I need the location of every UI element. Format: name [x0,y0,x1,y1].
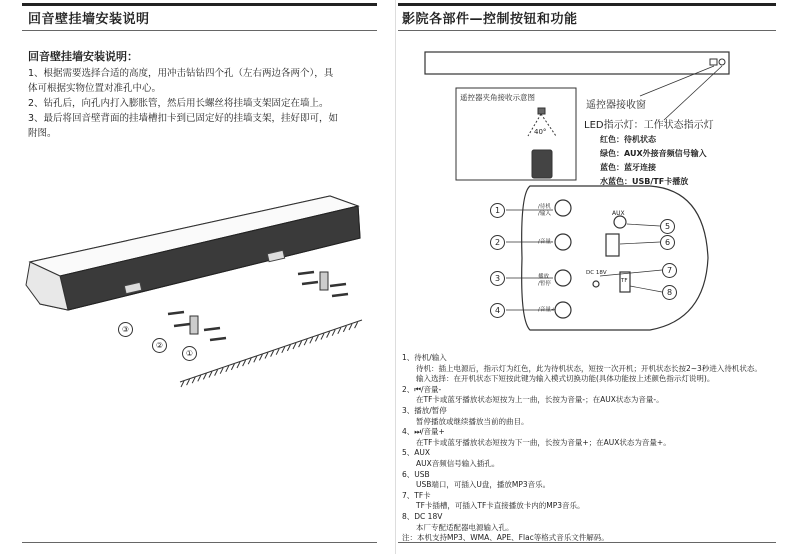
function-list-item: 在TF卡或蓝牙播放状态短按为下一曲，长按为音量+；在AUX状态为音量+。 [416,437,671,447]
led-state-cyan: 水蓝色：USB/TF卡播放 [600,177,689,186]
led-title: LED指示灯：工作状态指示灯 [584,120,714,131]
install-marker-3: ③ [118,322,133,337]
angle-label: 40° [534,128,547,136]
function-list-item: 输入选择：在开机状态下短按此键为输入模式切换功能(具体功能按上述颜色指示灯说明)。 [416,374,715,384]
brackets-screws [168,272,348,340]
function-list-item: 暂停播放或继续播放当前的曲目。 [416,416,529,426]
function-list-item: 在TF卡或蓝牙播放状态短按为上一曲，长按为音量-；在AUX状态为音量-。 [416,395,664,405]
callout-7: 7 [662,263,677,278]
function-list-item: AUX音频信号输入插孔。 [416,459,500,468]
panel-label-play: 播放 /暂停 [538,274,551,287]
callout-5: 5 [660,219,675,234]
function-list-item: 3、播放/暂停 [402,406,447,415]
function-list-item: 5、AUX [402,448,431,458]
install-step-line: 3、最后将回音壁背面的挂墙槽扣卡到已固定好的挂墙支架，挂好即可，如 [28,113,339,124]
callout-1: 1 [490,203,505,218]
remote-window-label: 遥控器接收窗 [586,100,646,111]
led-state-red: 红色：待机状态 [600,135,656,144]
control-panel-outline [506,186,708,330]
function-list-item: 4、⏭/音量+ [402,427,445,437]
left-heading: 回音壁挂墙安装说明 [28,12,150,27]
install-step-line: 1、根据需要选择合适的高度，用冲击钻钻四个孔（左右两边各两个），具 [28,68,334,79]
install-step-line: 附图。 [28,128,57,139]
remote-diagram-title: 遥控器夹角接收示意图 [460,93,535,102]
panel-label-vol-up: /音量+ [538,307,556,313]
panel-label-dc: DC 18V [586,270,607,276]
function-list-item: 注：本机支持MP3、WMA、APE、Flac等格式音乐文件解码。 [402,533,609,543]
function-list-item: TF卡插槽，可插入TF卡直接播放卡内的MP3音乐。 [416,501,585,511]
install-step-line: 体可根据实物位置对准孔中心。 [28,83,162,94]
function-list-item: 7、TF卡 [402,490,431,500]
led-state-blue: 蓝色：蓝牙连接 [600,163,656,172]
install-marker-2: ② [152,338,167,353]
callout-4: 4 [490,303,505,318]
install-subtitle: 回音壁挂墙安装说明： [28,50,138,63]
function-list-item: 2、⏮/音量- [402,384,442,394]
function-list-item: 6、USB [402,469,430,479]
function-list-item: 1、待机/输入 [402,353,447,362]
function-list-item: 8、DC 18V [402,512,443,521]
callout-6: 6 [660,235,675,250]
install-step-line: 2、钻孔后，向孔内打入膨胀管，然后用长螺丝将挂墙支架固定在墙上。 [28,98,329,109]
callout-3: 3 [490,271,505,286]
panel-label-standby: /待机 /输入 [538,204,551,217]
led-state-green: 绿色：AUX外接音频信号输入 [600,149,707,158]
right-heading: 影院各部件—控制按钮和功能 [402,12,578,27]
panel-label-tf: TF [621,278,628,284]
install-marker-1: ① [182,346,197,361]
function-list-item: 待机：插上电源后，指示灯为红色，此为待机状态，短按一次开机；开机状态长按2~3秒进入待机状态。 [416,363,762,373]
function-list-item: 本厂专配适配器电源输入孔。 [416,522,514,532]
function-list-item: USB端口，可插入U盘，播放MP3音乐。 [416,480,551,490]
soundbar-illustration [26,196,360,310]
callout-8: 8 [662,285,677,300]
callout-2: 2 [490,235,505,250]
panel-label-vol-down: /音量- [538,239,553,245]
panel-label-aux: AUX [612,210,625,217]
top-soundbar-outline [425,52,729,120]
